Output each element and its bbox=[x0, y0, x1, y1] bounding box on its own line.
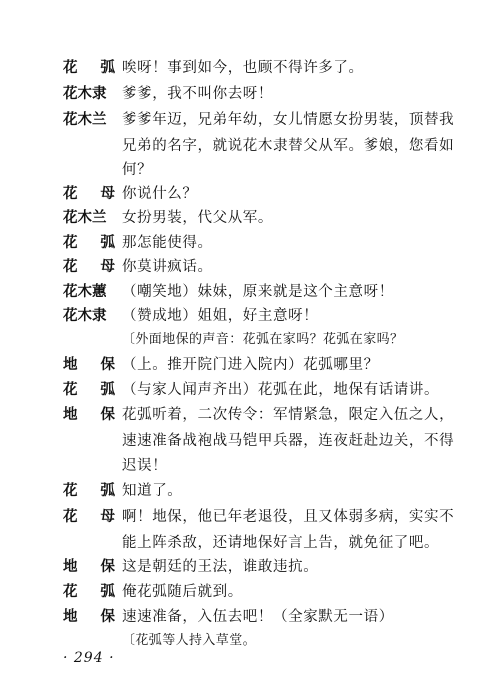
speaker-name bbox=[63, 84, 119, 104]
speaker-name bbox=[63, 507, 115, 527]
dialogue-text: （嘲笑地）妹妹，原来就是这个主意呀！ bbox=[122, 284, 394, 300]
stage-direction-text: 〔花弧等人持入草堂。 bbox=[122, 633, 257, 648]
speaker-char: 保 bbox=[100, 558, 115, 575]
speaker-name bbox=[63, 582, 115, 602]
speaker-char: 弧 bbox=[100, 381, 115, 398]
dialogue-text: 速速准备，入伍去吧！（全家默无一语） bbox=[122, 609, 394, 625]
dialogue-text: 你莫讲疯话。 bbox=[122, 259, 213, 275]
stage-direction-text: 〔外面地保的声音：花弧在家吗？花弧在家吗？ bbox=[122, 332, 404, 347]
speaker-name bbox=[63, 282, 119, 302]
dialogue-text: 知道了。 bbox=[122, 483, 183, 499]
speaker-name bbox=[63, 184, 115, 204]
speaker-name bbox=[63, 233, 115, 253]
speaker-char: 花 bbox=[63, 482, 78, 499]
dialogue-text: 女扮男装，代父从军。 bbox=[122, 210, 273, 226]
speaker-name bbox=[63, 110, 119, 130]
dialogue-text: 爹爹年迈，兄弟年幼，女儿情愿女扮男装，顶替我 bbox=[122, 112, 455, 128]
speaker-char: 保 bbox=[100, 406, 115, 423]
speaker-name bbox=[63, 607, 115, 627]
dialogue-text: 爹爹，我不叫你去呀！ bbox=[122, 86, 273, 102]
speaker-char: 花 bbox=[63, 59, 78, 76]
speaker-name bbox=[63, 380, 115, 400]
speaker-char: 弧 bbox=[100, 234, 115, 251]
speaker-char: 弧 bbox=[100, 482, 115, 499]
speaker-name bbox=[63, 306, 119, 326]
dialogue-text: 唉呀！事到如今，也顾不得许多了。 bbox=[122, 60, 364, 76]
dialogue-text: 俺花弧随后就到。 bbox=[122, 584, 243, 600]
speaker-char: 地 bbox=[63, 406, 78, 423]
dialogue-text: 啊！地保，他已年老退役，且又体弱多病，实实不 bbox=[122, 509, 455, 525]
dialogue-text: 何？ bbox=[122, 162, 153, 178]
speaker-char: 花 bbox=[63, 185, 78, 202]
speaker-char: 地 bbox=[63, 558, 78, 575]
speaker-char: 母 bbox=[100, 258, 115, 275]
speaker-char: 地 bbox=[63, 356, 78, 373]
speaker-name bbox=[63, 208, 119, 228]
speaker-char: 花 bbox=[63, 234, 78, 251]
speaker-name bbox=[63, 481, 115, 501]
dialogue-text: 能上阵杀敌，还请地保好言上告，就免征了吧。 bbox=[122, 535, 440, 551]
dialogue-text: 这是朝廷的王法，谁敢违抗。 bbox=[122, 559, 319, 575]
dialogue-text: （上。推开院门进入院内）花弧哪里？ bbox=[122, 357, 379, 373]
speaker-char: 保 bbox=[100, 608, 115, 625]
dialogue-text: 你说什么？ bbox=[122, 186, 198, 202]
speaker-name bbox=[63, 557, 115, 577]
speaker-char: 花木兰 bbox=[63, 111, 107, 128]
dialogue-text: 速速准备战袍战马铠甲兵器，连夜赶赴边关，不得 bbox=[122, 433, 455, 449]
speaker-char: 花 bbox=[63, 258, 78, 275]
speaker-name bbox=[63, 405, 115, 425]
speaker-char: 保 bbox=[100, 356, 115, 373]
speaker-name bbox=[63, 257, 115, 277]
speaker-char: 弧 bbox=[100, 59, 115, 76]
dialogue-text: （与家人闻声齐出）花弧在此，地保有话请讲。 bbox=[122, 382, 440, 398]
dialogue-text: 迟误！ bbox=[122, 458, 168, 474]
speaker-char: 地 bbox=[63, 608, 78, 625]
speaker-char: 弧 bbox=[100, 583, 115, 600]
speaker-char: 花 bbox=[63, 508, 78, 525]
dialogue-text: （赞成地）姐姐，好主意呀！ bbox=[122, 308, 319, 324]
speaker-name bbox=[63, 58, 115, 78]
dialogue-text: 那怎能使得。 bbox=[122, 235, 213, 251]
dialogue-text: 花弧听着，二次传令：军情紧急，限定入伍之人， bbox=[122, 407, 455, 423]
speaker-char: 花 bbox=[63, 583, 78, 600]
speaker-char: 花木隶 bbox=[63, 85, 107, 102]
speaker-char: 花 bbox=[63, 381, 78, 398]
speaker-char: 花木蕙 bbox=[63, 283, 107, 300]
page-number: · 294 · bbox=[63, 650, 115, 666]
speaker-name bbox=[63, 355, 115, 375]
speaker-char: 花木隶 bbox=[63, 307, 107, 324]
dialogue-text: 兄弟的名字，就说花木隶替父从军。爹娘，您看如 bbox=[122, 138, 455, 154]
speaker-char: 母 bbox=[100, 185, 115, 202]
speaker-char: 母 bbox=[100, 508, 115, 525]
speaker-char: 花木兰 bbox=[63, 209, 107, 226]
